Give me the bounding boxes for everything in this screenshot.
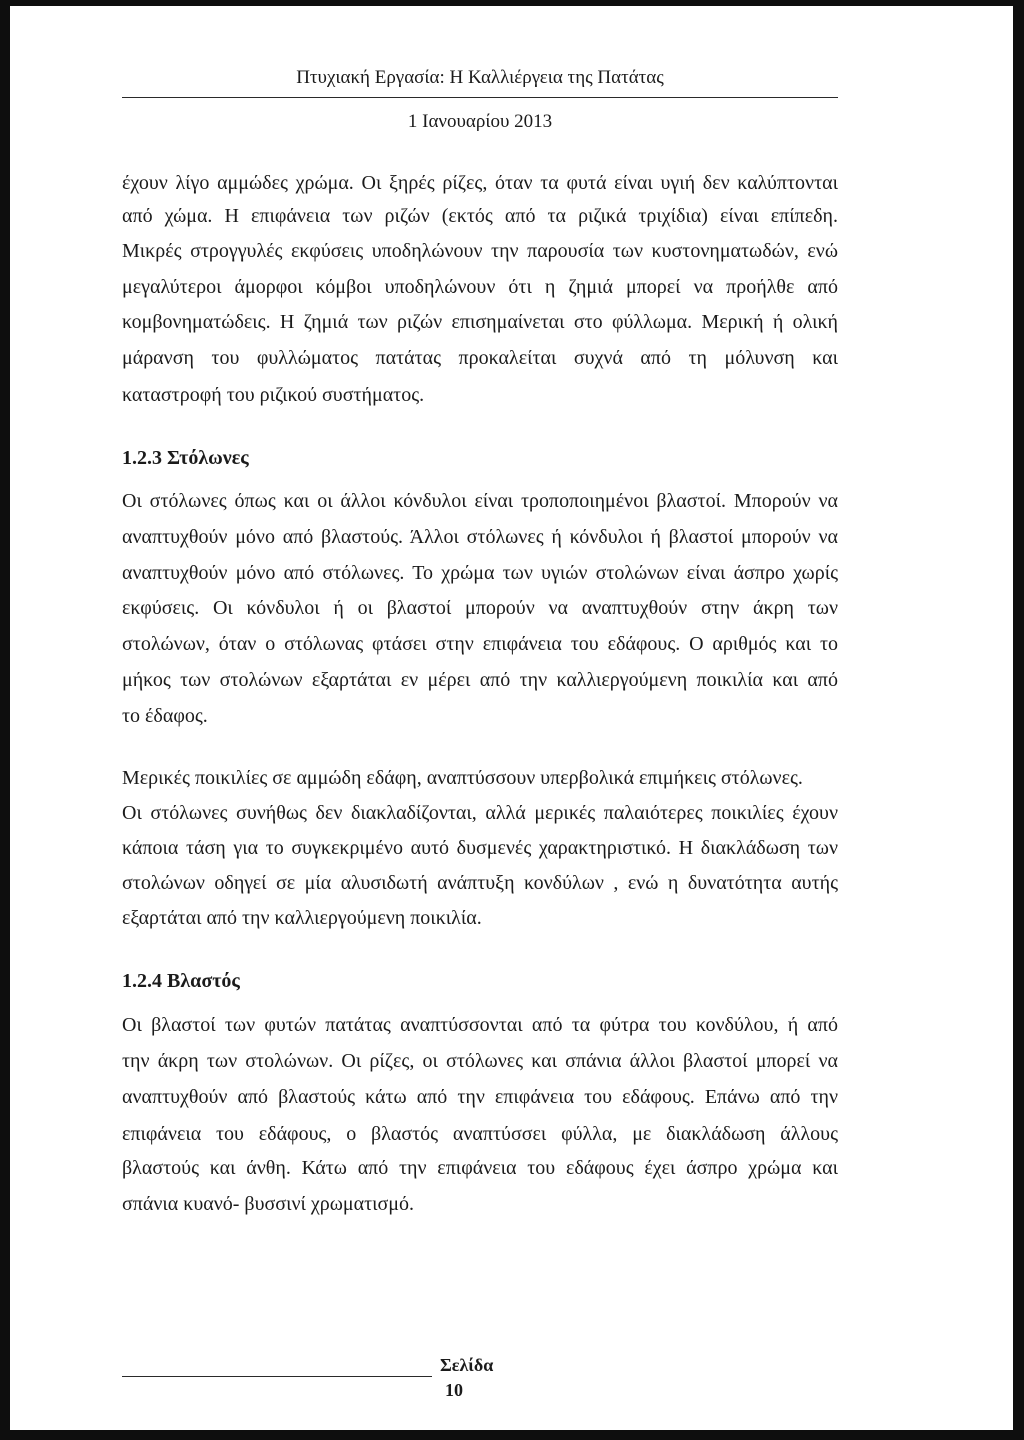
paragraph-line: βλαστούς και άνθη. Κάτω από την επιφάνεια του εδάφους έχει άσπρο χρώμα και (122, 1157, 838, 1179)
paragraph-line: Οι στόλωνες όπως και οι άλλοι κόνδυλοι είναι τροποποιημένοι βλαστοί. Μπορούν να (122, 490, 838, 512)
paragraph-line: κάποια τάση για το συγκεκριμένο αυτό δυσμενές χαρακτηριστικό. Η διακλάδωση των (122, 837, 838, 859)
paragraph-line: από χώμα. Η επιφάνεια των ριζών (εκτός από τα ριζικά τριχίδια) είναι επίπεδη. (122, 205, 838, 227)
page-number: 10 (445, 1380, 463, 1400)
section-heading: 1.2.3 Στόλωνες (122, 447, 249, 469)
paragraph-line: στολώνων, όταν ο στόλωνας φτάσει στην επιφάνεια του εδάφους. Ο αριθμός και το (122, 633, 838, 655)
paragraph-line: κομβονηματώδεις. Η ζημιά των ριζών επισημαίνεται στο φύλλωμα. Μερική ή ολική (122, 311, 838, 333)
document-title: Πτυχιακή Εργασία: Η Καλλιέργεια της Πατάτας (296, 67, 664, 88)
paragraph-line: μάρανση του φυλλώματος πατάτας προκαλείται συχνά από τη μόλυνση και (122, 347, 838, 369)
paragraph-line: στολώνων οδηγεί σε μία αλυσιδωτή ανάπτυξη κονδύλων , ενώ η δυνατότητα αυτής (122, 872, 838, 894)
paragraph-line: αναπτυχθούν μόνο από βλαστούς. Άλλοι στόλωνες ή κόνδυλοι ή βλαστοί μπορούν να (122, 526, 838, 548)
paragraph-line: μήκος των στολώνων εξαρτάται εν μέρει από την καλλιεργούμενη ποικιλία και από (122, 669, 838, 691)
section-heading: 1.2.4 Βλαστός (122, 970, 240, 992)
paragraph-line: εξαρτάται από την καλλιεργούμενη ποικιλία. (122, 907, 482, 929)
paragraph-line: Οι βλαστοί των φυτών πατάτας αναπτύσσονται από τα φύτρα του κονδύλου, ή από (122, 1014, 838, 1036)
header-divider (122, 97, 838, 98)
paragraph-line: αναπτυχθούν μόνο από στόλωνες. Το χρώμα των υγιών στολώνων είναι άσπρο χωρίς (122, 562, 838, 584)
paragraph-line: καταστροφή του ριζικού συστήματος. (122, 384, 425, 406)
paragraph-line: την άκρη των στολώνων. Οι ρίζες, οι στόλωνες και σπάνια άλλοι βλαστοί μπορεί να (122, 1050, 838, 1072)
paragraph-line: εκφύσεις. Οι κόνδυλοι ή οι βλαστοί μπορούν να αναπτυχθούν στην άκρη των (122, 597, 838, 619)
paragraph-line: Οι στόλωνες συνήθως δεν διακλαδίζονται, αλλά μερικές παλαιότερες ποικιλίες έχουν (122, 802, 838, 824)
paragraph-line: έχουν λίγο αμμώδες χρώμα. Οι ξηρές ρίζες, όταν τα φυτά είναι υγιή δεν καλύπτονται (122, 172, 838, 194)
paragraph-line: Μικρές στρογγυλές εκφύσεις υποδηλώνουν την παρουσία των κυστονηματωδών, ενώ (122, 240, 838, 262)
paragraph-line: το έδαφος. (122, 705, 208, 727)
page-label: Σελίδα (440, 1355, 494, 1375)
paragraph-line: αναπτυχθούν από βλαστούς κάτω από την επιφάνεια του εδάφους. Επάνω από την (122, 1086, 838, 1108)
paragraph-line: επιφάνεια του εδάφους, ο βλαστός αναπτύσσει φύλλα, με διακλάδωση άλλους (122, 1123, 838, 1145)
paragraph-line: σπάνια κυανό- βυσσινί χρωματισμό. (122, 1193, 415, 1215)
document-date: 1 Ιανουαρίου 2013 (407, 111, 553, 132)
paragraph-line: μεγαλύτεροι άμορφοι κόμβοι υποδηλώνουν ότι η ζημιά μπορεί να προήλθε από (122, 276, 838, 298)
paragraph-line: Μερικές ποικιλίες σε αμμώδη εδάφη, αναπτύσσουν υπερβολικά επιμήκεις στόλωνες. (122, 767, 803, 789)
footer-divider (122, 1376, 432, 1377)
